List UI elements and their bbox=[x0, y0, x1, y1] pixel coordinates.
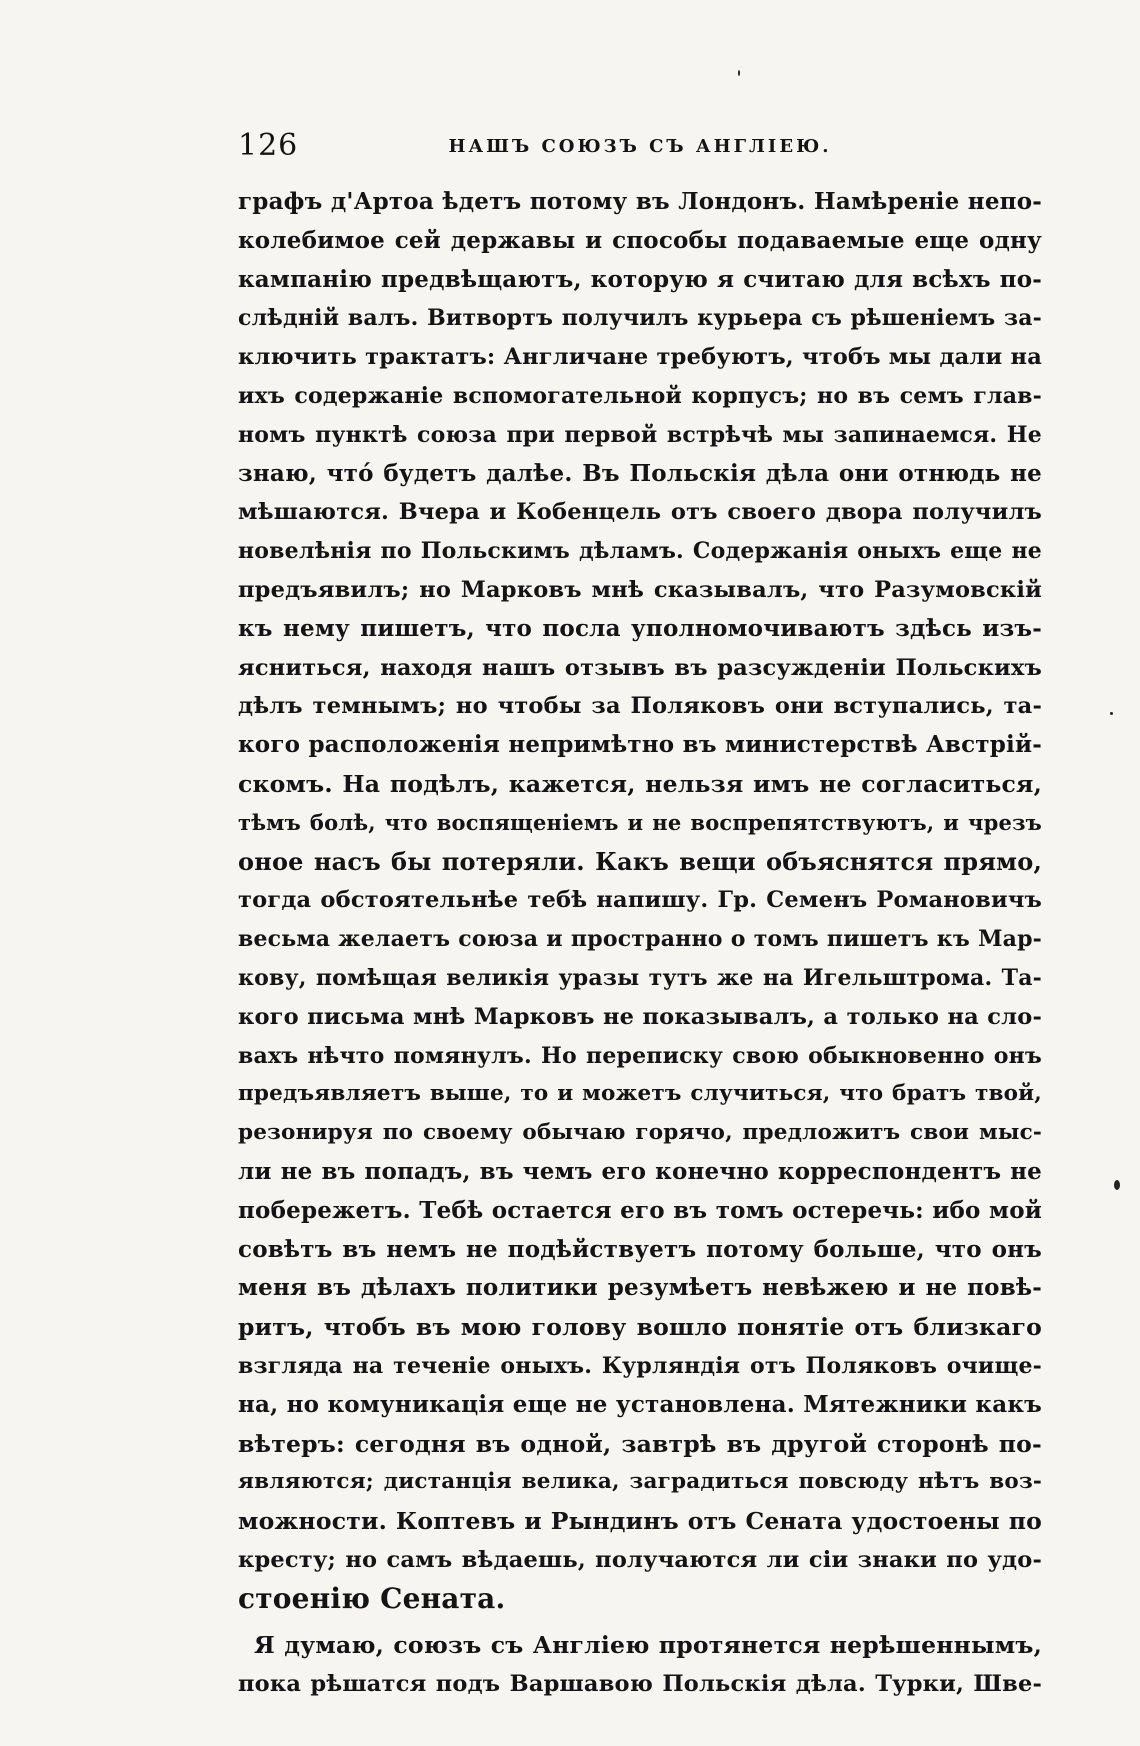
text-line: дѣлъ темнымъ; но чтобы за Поляковъ они вступались, та- bbox=[238, 693, 1042, 720]
text-line: ключить трактатъ: Англичане требуютъ, чтобъ мы дали на bbox=[238, 344, 1042, 371]
text-line: вахъ нѣчто помянулъ. Но переписку свою обыкновенно онъ bbox=[238, 1042, 1042, 1069]
text-line: оное насъ бы потеряли. Какъ вещи объяснятся прямо, bbox=[238, 846, 1042, 876]
text-line: слѣдній валъ. Витвортъ получилъ курьера съ рѣшеніемъ за- bbox=[238, 305, 1042, 332]
text-line: колебимое сей державы и способы подаваемые еще одну bbox=[238, 226, 1042, 254]
ink-speck bbox=[738, 70, 740, 76]
text-line: тогда обстоятельнѣе тебѣ напишу. Гр. Семенъ Романовичъ bbox=[238, 887, 1042, 914]
text-line: резонируя по своему обычаю горячо, предложитъ свои мыс- bbox=[238, 1120, 1042, 1146]
paragraph bbox=[238, 1626, 1042, 1704]
paragraph bbox=[238, 183, 1042, 1618]
text-line: кову, помѣщая великія уразы тутъ же на Игельштрома. Та- bbox=[238, 964, 1042, 991]
text-line: мѣшаются. Вчера и Кобенцель отъ своего двора получилъ bbox=[238, 499, 1042, 526]
text-line: весьма желаетъ союза и пространно о томъ пишетъ къ Мар- bbox=[238, 926, 1042, 953]
text-line: предъявилъ; но Марковъ мнѣ сказывалъ, что Разумовскій bbox=[238, 576, 1042, 603]
text-line: взгляда на теченіе оныхъ. Курляндія отъ Поляковъ очище- bbox=[238, 1352, 1042, 1379]
page-number: 126 bbox=[238, 128, 299, 163]
text-line: стоенію Сената. bbox=[238, 1581, 506, 1615]
text-line: графъ д'Артоа ѣдетъ потому въ Лондонъ. Намѣреніе непо- bbox=[238, 188, 1042, 215]
text-line: ритъ, чтобъ въ мою голову вошло понятіе отъ близкаго bbox=[238, 1313, 1042, 1342]
running-title: НАШЪ СОЮЗЪ СЪ АНГЛІЕЮ. bbox=[448, 136, 832, 157]
text-line: ли не въ попадъ, въ чемъ его конечно корреспондентъ не bbox=[238, 1157, 1042, 1185]
text-line: кого письма мнѣ Марковъ не показывалъ, а только на сло- bbox=[238, 1003, 1042, 1030]
text-line: новелѣнія по Польскимъ дѣламъ. Содержанія оныхъ еще не bbox=[238, 538, 1042, 565]
text-line: являются; дистанція велика, заградиться повсюду нѣтъ воз- bbox=[238, 1469, 1042, 1495]
ink-speck bbox=[1110, 712, 1113, 715]
text-line: тѣмъ болѣ, что воспященіемъ и не воспрепятствуютъ, и чрезъ bbox=[238, 809, 1042, 835]
text-line: скомъ. На подѣлъ, кажется, нельзя имъ не согласиться, bbox=[238, 769, 1042, 798]
text-line: вѣтеръ: сегодня въ одной, завтрѣ въ другой сторонѣ по- bbox=[238, 1429, 1042, 1458]
text-line: совѣтъ въ немъ не подѣйствуетъ потому больше, что онъ bbox=[238, 1235, 1042, 1263]
text-line: къ нему пишетъ, что посла уполномочиваютъ здѣсь изъ- bbox=[238, 614, 1042, 642]
text-line: номъ пунктѣ союза при первой встрѣчѣ мы запинаемся. Не bbox=[238, 421, 1042, 448]
page-header bbox=[238, 128, 1042, 168]
text-line: можности. Коптевъ и Рындинъ отъ Сената удостоены по bbox=[238, 1507, 1042, 1536]
text-line: ясниться, находя нашъ отзывъ въ разсужденіи Польскихъ bbox=[238, 654, 1042, 681]
text-line: пока рѣшатся подъ Варшавою Польскія дѣла. Турки, Шве- bbox=[238, 1671, 1042, 1698]
body-text bbox=[238, 183, 1042, 1704]
text-line: Я думаю, союзъ съ Англіею протянется нерѣшеннымъ, bbox=[254, 1631, 1042, 1660]
text-line: ихъ содержаніе вспомогательной корпусъ; но въ семъ глав- bbox=[238, 382, 1042, 409]
text-line: знаю, чтó будетъ далѣе. Въ Польскія дѣла они отнюдь не bbox=[238, 459, 1042, 487]
text-line: кресту; но самъ вѣдаешь, получаются ли сіи знаки по удо- bbox=[238, 1546, 1042, 1573]
text-line: меня въ дѣлахъ политики резумѣетъ невѣжею и не повѣ- bbox=[238, 1274, 1042, 1302]
text-line: побережетъ. Тебѣ остается его въ томъ остеречь: ибо мой bbox=[238, 1196, 1042, 1224]
text-line: кампанію предвѣщаютъ, которую я считаю для всѣхъ по- bbox=[238, 265, 1042, 293]
text-line: на, но комуникація еще не установлена. Мятежники какъ bbox=[238, 1390, 1042, 1418]
ink-speck bbox=[1114, 1180, 1120, 1190]
text-line: предъявляетъ выше, то и можетъ случиться, что братъ твой, bbox=[238, 1081, 1042, 1107]
paragraph-gap bbox=[238, 1618, 1042, 1626]
text-line: кого расположенія непримѣтно въ министерствѣ Австрій- bbox=[238, 731, 1042, 759]
